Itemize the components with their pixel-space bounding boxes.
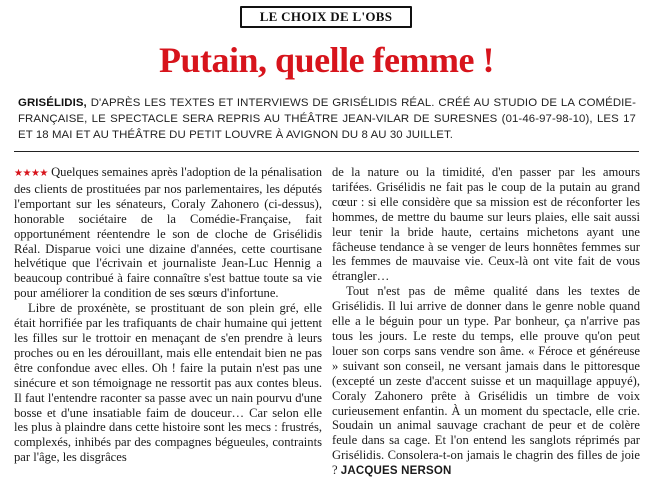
- paragraph-3: [332, 284, 640, 479]
- author-byline: JACQUES NERSON: [340, 465, 452, 478]
- production-credits: [18, 95, 636, 143]
- paragraph-1-text: Quelques semaines après l'adoption de la pénalisation des clients de prostituées par nos parlementaires, les députés l'emportant sur les sénateurs, Coraly Zahonero (ci-dessus), honorable sociétaire de la Comédie-Française, fait opportunément réentendre le son de cloche de Grisélidis Réal. Disparue voici une dizaine d'années, cette courtisane helvétique que l'écrivain et journaliste Jean-Luc Hennig a beaucoup contribué à faire connaître s'est battue toute sa vie pour améliorer la condition de ses sœurs d'infortune.: [14, 165, 322, 301]
- divider-rule: [14, 151, 639, 152]
- article-column-right: [332, 165, 640, 483]
- article-column-left: [14, 165, 322, 483]
- paragraph-2: Libre de proxénète, se prostituant de son plein gré, elle était horrifiée par les trafiquants de chair humaine qui jettent les filles sur le trottoir en menaçant de s'en prendre à leurs proches ou en les dérouillant, mais elle entendait bien ne pas être confondue avec elles. Oh ! faire la putain n'est pas une sinécure et son témoignage ne ressortit pas aux contes bleus. Il faut l'entendre raconter sa passe avec un nain pourvu d'une bosse et d'une insatiable faim de douceur… Car selon elle les plus à plaindre dans cette histoire sont les mecs : frustrés, complexés, inhibés par des compagnes bégueules, contraints par l'âge, les disgrâces: [14, 301, 322, 465]
- headline: Putain, quelle femme !: [159, 40, 494, 80]
- section-kicker: LE CHOIX DE L'OBS: [240, 6, 412, 28]
- rating-stars: ★★★★: [14, 168, 48, 179]
- paragraph-3-text: Tout n'est pas de même qualité dans les textes de Grisélidis. Il lui arrive de donner dans le genre noble quand elle a le béguin pour un type. Par bonheur, ça n'arrive pas tous les jours. Le reste du temps, elle prouve qu'on peut louer son corps sans vendre son âme. « Féroce et généreuse » suivant son conseil, ne versant jamais dans le pittoresque (excepté un zeste d'accent suisse et un maquillage appuyé), Coraly Zahonero prête à Grisélidis un timbre de voix curieusement enfantin. À un moment du spectacle, elle crie. Soudain un animal sauvage crachant de peur et de colère feule dans sa cage. Et l'on entend les sanglots réprimés par Grisélidis. Consolera-t-on jamais le chagrin des filles de joie ?: [332, 284, 640, 478]
- production-details: D'APRÈS LES TEXTES ET INTERVIEWS DE GRISÉLIDIS RÉAL. CRÉÉ AU STUDIO DE LA COMÉDIE-FRANÇAISE, LE SPECTACLE SERA REPRIS AU THÉÂTRE JEAN-VILAR DE SURESNES (01-46-97-98-10), LES 17 ET 18 MAI ET AU THÉÂTRE DU PETIT LOUVRE À AVIGNON DU 8 AU 30 JUILLET.: [18, 97, 637, 141]
- paragraph-1: [14, 165, 322, 301]
- paragraph-2-continued: de la nature ou la timidité, d'en passer par les amours tarifées. Grisélidis ne fait pas le coup de la putain au grand cœur : si elle considère que sa mission est de réconforter les hommes, de mettre du baume sur leurs plaies, elle sait aussi leur tenir la bride haute, certains michetons ayant une fâcheuse tendance à se venger de leurs honnêtes femmes sur les femmes de mauvaise vie. Ceux-là ont vite fait de vous étrangler…: [332, 165, 640, 284]
- play-title: GRISÉLIDIS,: [18, 97, 87, 109]
